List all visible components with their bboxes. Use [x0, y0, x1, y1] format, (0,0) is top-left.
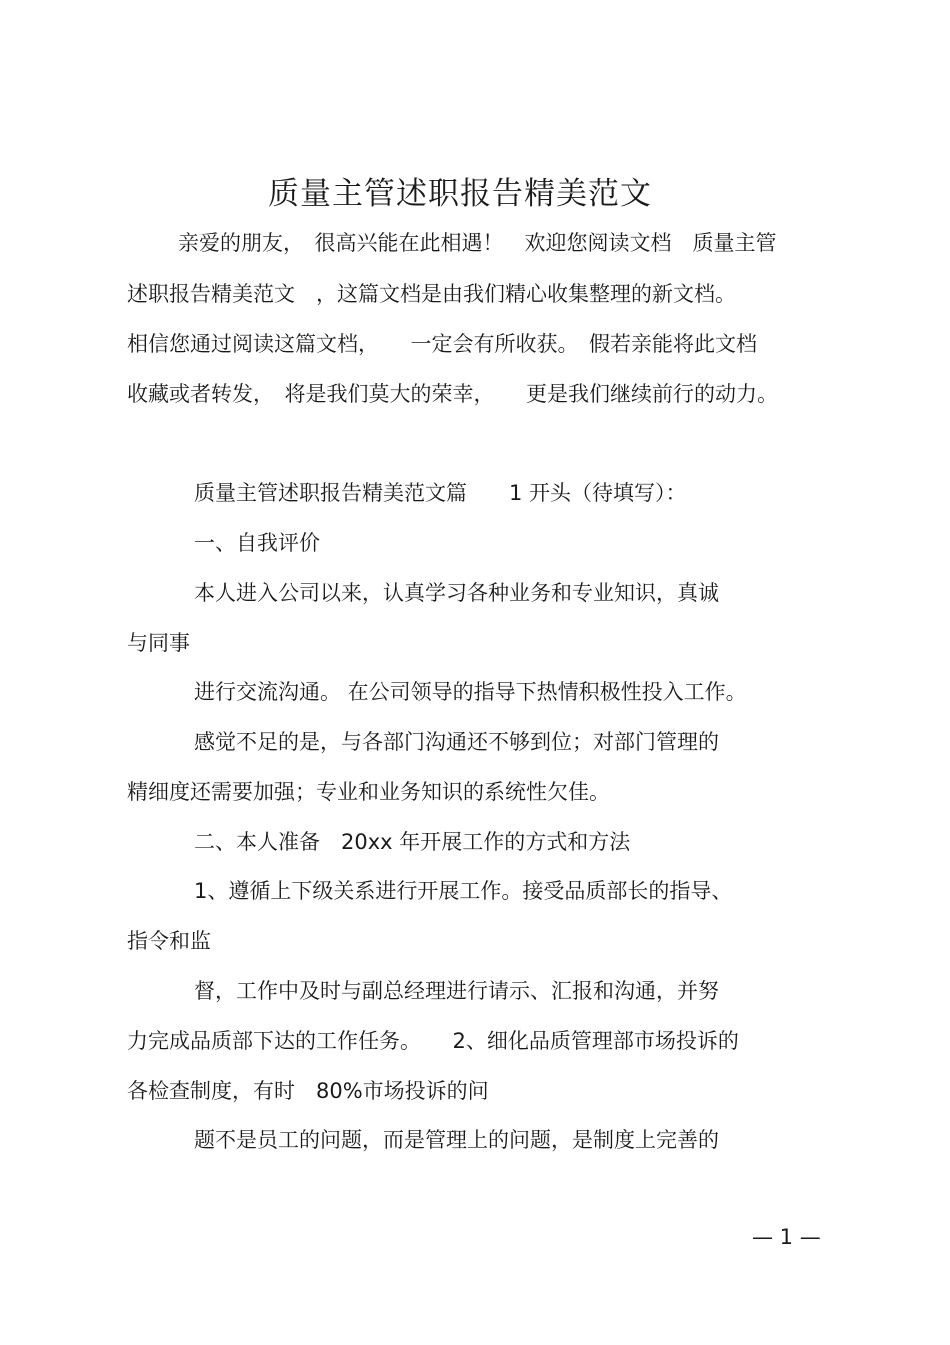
- paragraph-line: 与同事: [127, 631, 190, 655]
- section-heading-self-evaluation: 一、自我评价: [194, 531, 320, 555]
- intro-line-1: 亲爱的朋友， 很高兴能在此相遇！ 欢迎您阅读文档 质量主管: [178, 231, 777, 255]
- intro-line-3: 相信您通过阅读这篇文档， 一定会有所收获。 假若亲能将此文档: [127, 332, 757, 356]
- section-heading-work-methods: 二、本人准备 20xx 年开展工作的方式和方法: [194, 830, 631, 854]
- paragraph-line: 题不是员工的问题，而是管理上的问题，是制度上完善的: [194, 1128, 719, 1152]
- intro-line-4: 收藏或者转发， 将是我们莫大的荣幸， 更是我们继续前行的动力。: [127, 382, 778, 406]
- paragraph-line: 进行交流沟通。 在公司领导的指导下热情积极性投入工作。: [194, 680, 747, 704]
- paragraph-line: 精细度还需要加强；专业和业务知识的系统性欠佳。: [127, 780, 610, 804]
- intro-line-2: 述职报告精美范文 ，这篇文档是由我们精心收集整理的新文档。: [127, 282, 736, 306]
- paragraph-line: 1、遵循上下级关系进行开展工作。接受品质部长的指导、: [194, 879, 733, 903]
- page-number: — 1 —: [752, 1225, 821, 1249]
- document-title: 质量主管述职报告精美范文: [268, 176, 652, 212]
- paragraph-line: 本人进入公司以来，认真学习各种业务和专业知识，真诚: [194, 581, 719, 605]
- paragraph-line: 感觉不足的是，与各部门沟通还不够到位；对部门管理的: [194, 730, 719, 754]
- section-heading-chapter-1: 质量主管述职报告精美范文篇 1 开头（待填写）：: [194, 481, 687, 505]
- paragraph-line: 各检查制度，有时 80%市场投诉的问: [127, 1079, 489, 1103]
- paragraph-line: 力完成品质部下达的工作任务。 2、细化品质管理部市场投诉的: [127, 1029, 739, 1053]
- paragraph-line: 指令和监: [127, 929, 211, 953]
- paragraph-line: 督，工作中及时与副总经理进行请示、汇报和沟通，并努: [194, 979, 719, 1003]
